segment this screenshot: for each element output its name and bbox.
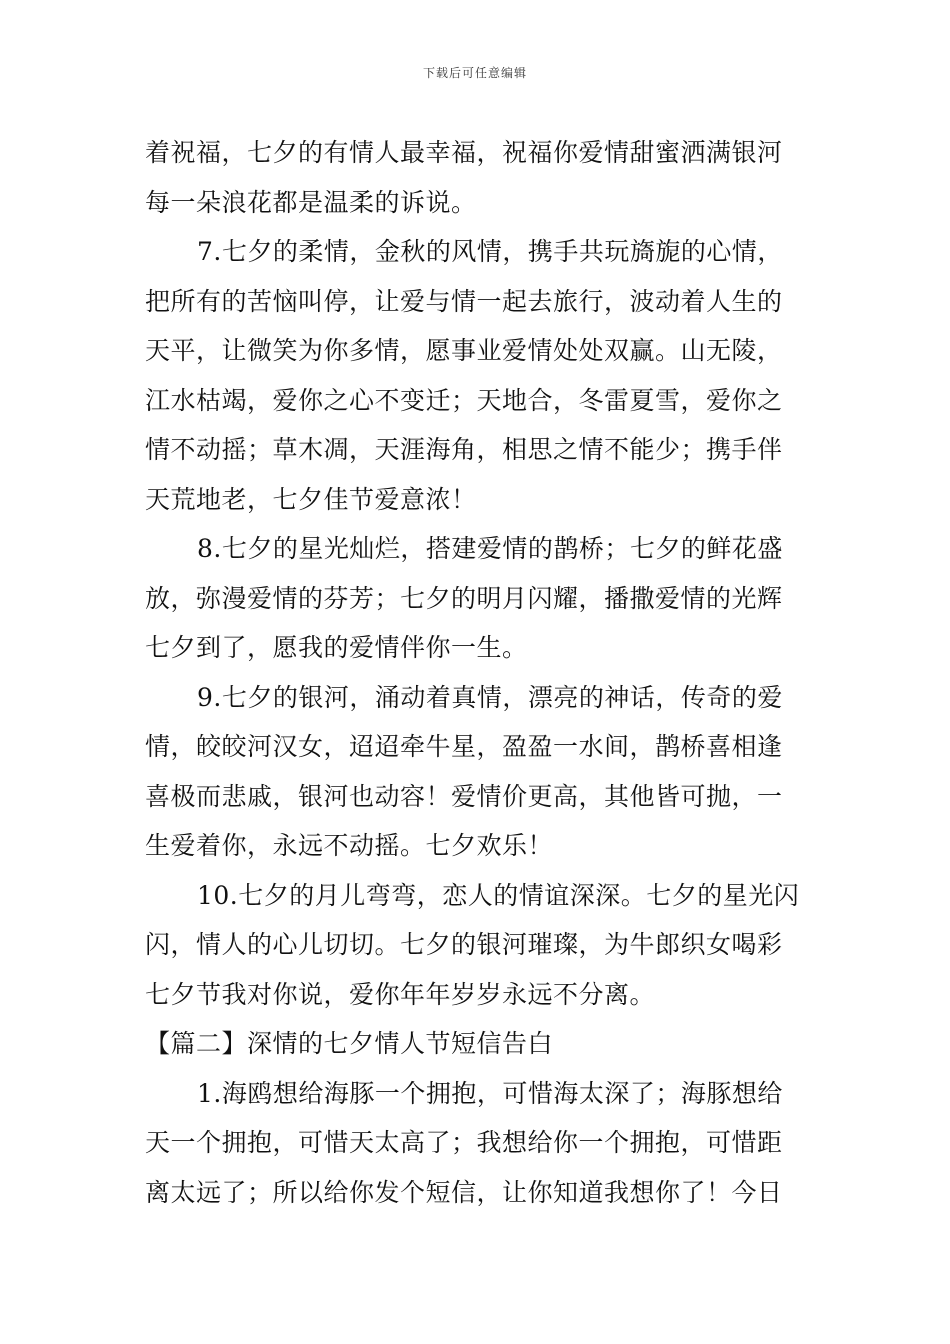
text-line: 1.海鸥想给海豚一个拥抱，可惜海太深了；海豚想给 xyxy=(197,1078,783,1108)
text-line: 10.七夕的月儿弯弯，恋人的情谊深深。七夕的星光闪 xyxy=(197,880,800,910)
text-line: 喜极而悲戚，银河也动容！爱情价更高，其他皆可抛，一 xyxy=(145,781,783,811)
text-line: 放，弥漫爱情的芬芳；七夕的明月闪耀，播撒爱情的光辉 xyxy=(145,583,783,613)
text-line: 7.七夕的柔情，金秋的风情，携手共玩旖旎的心情， xyxy=(197,237,783,266)
page-header: 下载后可任意编辑 xyxy=(422,66,527,80)
text-line: 把所有的苦恼叫停，让爱与情一起去旅行，波动着人生的 xyxy=(145,286,783,316)
document-body xyxy=(145,128,810,1217)
text-line: 情，皎皎河汉女，迢迢牵牛星，盈盈一水间，鹊桥喜相逢 xyxy=(145,732,783,761)
text-line: 江水枯竭，爱你之心不变迁；天地合，冬雷夏雪，爱你之 xyxy=(145,385,783,415)
text-line: 9.七夕的银河，涌动着真情，漂亮的神话，传奇的爱 xyxy=(197,682,783,712)
text-line: 天荒地老，七夕佳节爱意浓！ xyxy=(145,484,477,514)
text-line: 生爱着你，永远不动摇。七夕欢乐！ xyxy=(145,831,554,860)
section-heading: 【篇二】深情的七夕情人节短信告白 xyxy=(145,1029,554,1058)
text-line: 情不动摇；草木凋，天涯海角，相思之情不能少；携手伴 xyxy=(145,435,783,464)
text-line: 每一朵浪花都是温柔的诉说。 xyxy=(145,187,477,217)
text-line: 8.七夕的星光灿烂，搭建爱情的鹊桥；七夕的鲜花盛 xyxy=(197,534,783,563)
text-line: 离太远了；所以给你发个短信，让你知道我想你了！今日 xyxy=(145,1177,783,1207)
text-line: 着祝福，七夕的有情人最幸福，祝福你爱情甜蜜洒满银河 xyxy=(145,138,783,167)
text-line: 七夕节我对你说，爱你年年岁岁永远不分离。 xyxy=(145,979,656,1009)
text-line: 天一个拥抱，可惜天太高了；我想给你一个拥抱，可惜距 xyxy=(145,1128,783,1157)
text-line: 七夕到了，愿我的爱情伴你一生。 xyxy=(145,633,528,662)
text-line: 天平，让微笑为你多情，愿事业爱情处处双赢。山无陵， xyxy=(145,336,783,365)
text-line: 闪，情人的心儿切切。七夕的银河璀璨，为牛郎织女喝彩 xyxy=(145,930,783,959)
